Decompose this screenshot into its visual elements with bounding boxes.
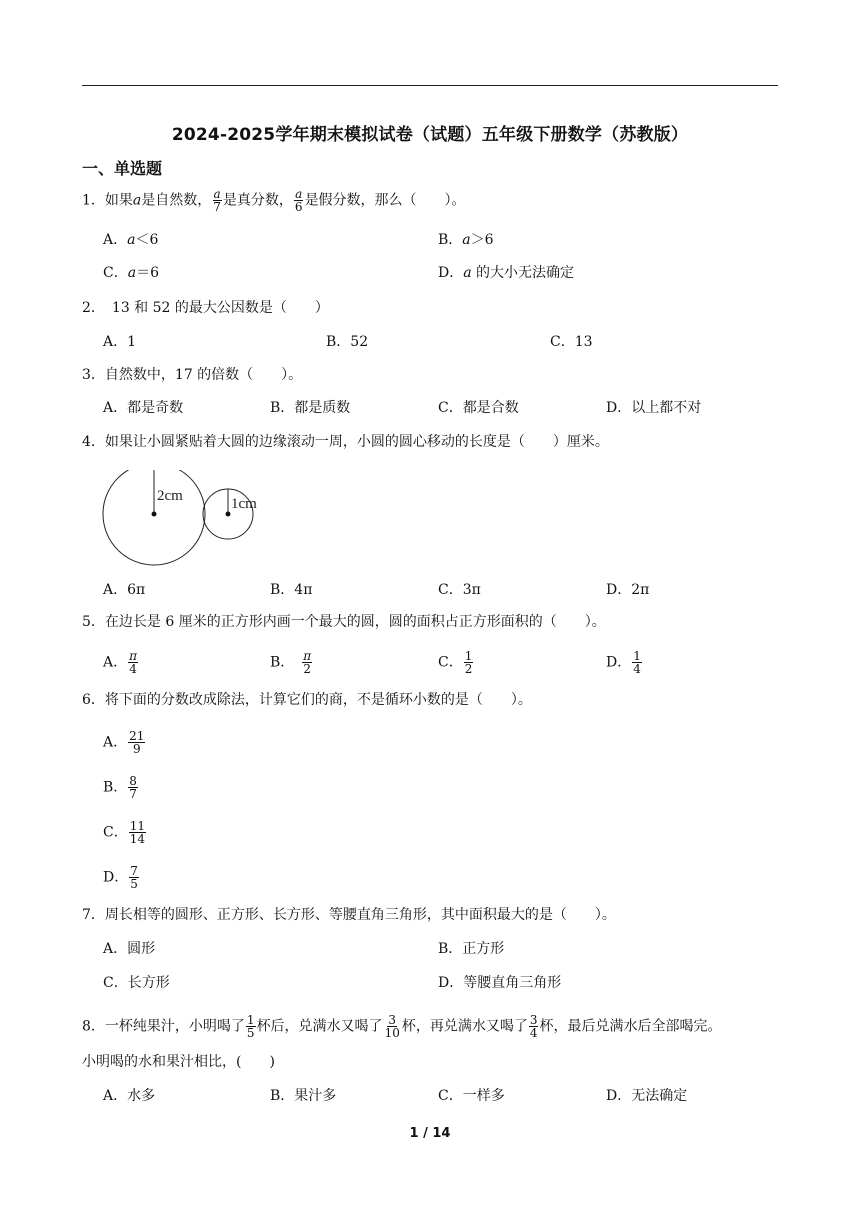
question-text: 杯后，兑满水又喝了 [256, 1018, 383, 1035]
fraction [129, 820, 146, 845]
option-b[interactable]: B．正方形 [438, 941, 505, 957]
numerator: 1 [633, 649, 641, 663]
fraction [384, 1014, 401, 1039]
option-text: ＜6 [135, 232, 159, 248]
option-label: C． [438, 654, 463, 671]
small-center-dot [226, 512, 231, 517]
option-c[interactable]: C．3π [438, 582, 481, 598]
denominator: 5 [246, 1026, 255, 1040]
fraction [128, 650, 138, 675]
fraction [129, 865, 139, 890]
question-text: 是自然数， [141, 192, 212, 209]
option-a[interactable] [103, 730, 146, 755]
question-1 [82, 188, 466, 213]
denominator: 9 [132, 742, 141, 756]
option-d[interactable] [103, 865, 140, 890]
variable: a [463, 265, 472, 281]
option-a[interactable]: A．圆形 [103, 941, 156, 957]
option-c[interactable]: C．都是合数 [438, 400, 519, 416]
numerator: 21 [129, 729, 145, 743]
denominator: 4 [529, 1026, 538, 1040]
option-b[interactable]: B．4π [270, 582, 313, 598]
fraction [632, 650, 642, 675]
denominator: 10 [384, 1026, 400, 1040]
option-c[interactable]: C．13 [550, 334, 593, 350]
numerator: 1 [464, 649, 473, 663]
question-8 [82, 1014, 721, 1039]
option-a[interactable] [103, 230, 158, 250]
option-d[interactable] [606, 650, 643, 675]
variable: a [132, 192, 142, 209]
denominator: 2 [464, 662, 473, 676]
option-text: ＝6 [136, 265, 159, 281]
option-label: B． [270, 654, 288, 671]
denominator: 14 [129, 832, 145, 846]
fraction [212, 188, 222, 213]
denominator: 5 [130, 877, 138, 891]
question-2: 2． 13 和 52 的最大公因数是（ ） [82, 300, 329, 316]
question-7: 7．周长相等的圆形、正方形、长方形、等腰直角三角形，其中面积最大的是（ ）。 [82, 907, 616, 923]
option-label: D． [103, 869, 129, 886]
question-text: 杯，再兑满水又喝了 [401, 1018, 528, 1035]
numerator: 3 [529, 1013, 538, 1027]
option-text: ＞6 [470, 232, 494, 248]
fraction [464, 650, 474, 675]
question-text: 是假分数，那么（ ）。 [304, 192, 466, 209]
fraction [128, 775, 138, 800]
numerator: 8 [129, 774, 137, 788]
numerator: π [129, 649, 138, 663]
fraction [294, 188, 304, 213]
option-b[interactable] [103, 775, 139, 800]
option-b[interactable]: B．果汁多 [270, 1088, 337, 1104]
numerator: π [303, 649, 312, 663]
option-label: D． [438, 265, 464, 281]
fraction [302, 650, 312, 675]
denominator: 7 [213, 200, 221, 214]
question-number: 1． [82, 192, 105, 209]
option-label: C． [103, 824, 128, 841]
denominator: 4 [633, 662, 641, 676]
option-d[interactable]: D．2π [606, 582, 650, 598]
question-4: 4．如果让小圆紧贴着大圆的边缘滚动一周，小圆的圆心移动的长度是（ ）厘米。 [82, 434, 609, 450]
option-b[interactable] [438, 230, 494, 250]
option-label: A． [103, 654, 128, 671]
option-text: 的大小无法确定 [471, 265, 575, 281]
denominator: 7 [129, 787, 137, 801]
option-label: B． [438, 232, 463, 248]
option-label: D． [606, 654, 632, 671]
fraction [246, 1014, 256, 1039]
question-5: 5．在边长是 6 厘米的正方形内画一个最大的圆，圆的面积占正方形面积的（ ）。 [82, 614, 606, 630]
big-center-dot [152, 512, 157, 517]
option-d[interactable]: D．等腰直角三角形 [438, 975, 562, 991]
section-heading: 一、单选题 [82, 159, 163, 178]
denominator: 2 [303, 662, 312, 676]
option-d[interactable]: D．无法确定 [606, 1088, 688, 1104]
numerator: 1 [246, 1013, 255, 1027]
option-c[interactable] [438, 650, 474, 675]
option-c[interactable] [103, 263, 159, 283]
option-a[interactable]: A．1 [103, 334, 137, 350]
question-8-line2: 小明喝的水和果汁相比，( ) [82, 1054, 275, 1070]
denominator: 6 [294, 200, 303, 214]
variable: a [127, 232, 136, 248]
option-b[interactable] [270, 650, 313, 675]
numerator: a [213, 187, 221, 201]
option-label: B． [103, 779, 128, 796]
option-c[interactable] [103, 820, 147, 845]
variable: a [462, 232, 471, 248]
numerator: 3 [388, 1013, 397, 1027]
option-d[interactable] [438, 263, 574, 283]
numerator: 11 [129, 819, 145, 833]
page-number: 1 / 14 [409, 1126, 451, 1141]
option-label: A． [103, 232, 128, 248]
option-b[interactable]: B．52 [326, 334, 369, 350]
question-3: 3．自然数中，17 的倍数（ ）。 [82, 367, 303, 383]
big-radius-label: 2cm [157, 488, 183, 504]
denominator: 4 [129, 662, 137, 676]
question-text: 杯，最后兑满水后全部喝完。 [539, 1018, 722, 1035]
option-a[interactable]: A．6π [103, 582, 146, 598]
option-c[interactable]: C．一样多 [438, 1088, 505, 1104]
option-a[interactable] [103, 650, 139, 675]
option-a[interactable]: A．水多 [103, 1088, 156, 1104]
question-6: 6．将下面的分数改成除法，计算它们的商，不是循环小数的是（ ）。 [82, 692, 532, 708]
option-label: C． [103, 265, 128, 281]
option-d[interactable]: D．以上都不对 [606, 400, 702, 416]
variable: a [127, 265, 137, 281]
header-rule [82, 85, 778, 86]
fraction [128, 730, 145, 755]
page-title: 2024-2025学年期末模拟试卷（试题）五年级下册数学（苏教版） [171, 125, 689, 145]
question-text: 8．一杯纯果汁，小明喝了 [82, 1018, 245, 1035]
question-text: 如果 [104, 192, 133, 209]
circles-figure [100, 470, 275, 570]
small-radius-label: 1cm [231, 496, 257, 512]
numerator: a [295, 187, 303, 201]
option-a[interactable]: A．都是奇数 [103, 400, 184, 416]
question-text: 是真分数， [222, 192, 293, 209]
option-label: A． [103, 734, 128, 751]
option-b[interactable]: B．都是质数 [270, 400, 351, 416]
numerator: 7 [130, 864, 138, 878]
fraction [529, 1014, 539, 1039]
option-c[interactable]: C．长方形 [103, 975, 170, 991]
